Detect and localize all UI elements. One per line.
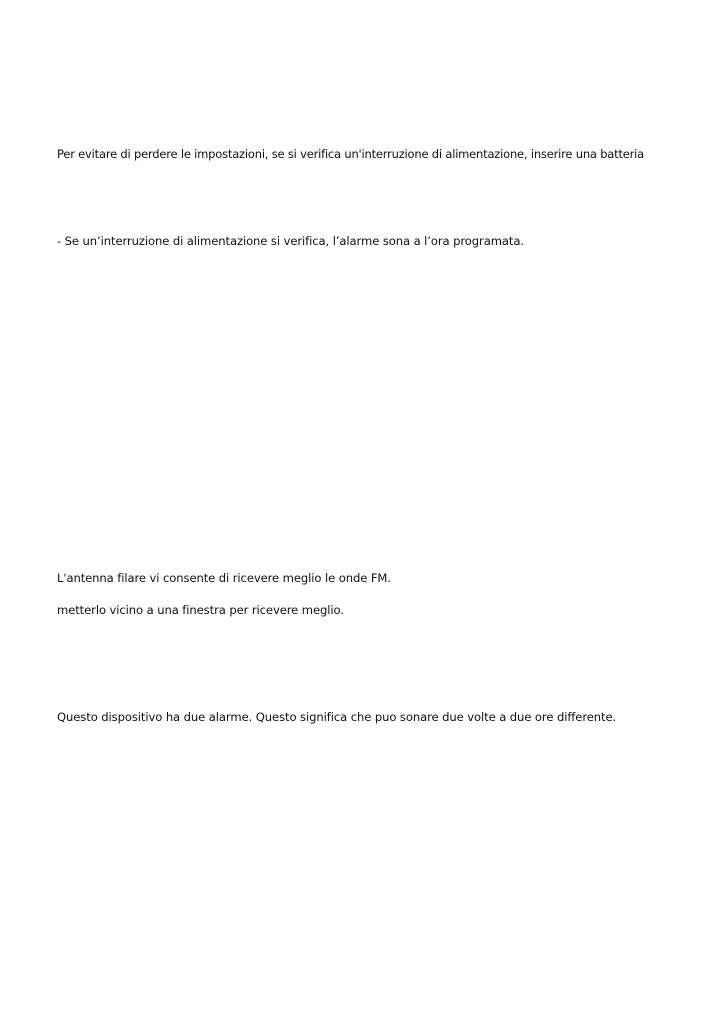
power-outage-alarm-text: - Se un’interruzione di alimentazione si verifica, l’alarme sona a l’ora programata. bbox=[57, 234, 524, 248]
antenna-placement-text: metterlo vicino a una finestra per ricevere meglio. bbox=[57, 603, 344, 617]
antenna-info-text: L'antenna filare vi consente di ricevere meglio le onde FM. bbox=[57, 571, 391, 585]
dual-alarm-text: Questo dispositivo ha due alarme. Questo significa che puo sonare due volte a due ore differente. bbox=[57, 710, 617, 724]
battery-note-text: Per evitare di perdere le impostazioni, se si verifica un'interruzione di alimentazione, inserire una batteria bbox=[57, 147, 645, 161]
